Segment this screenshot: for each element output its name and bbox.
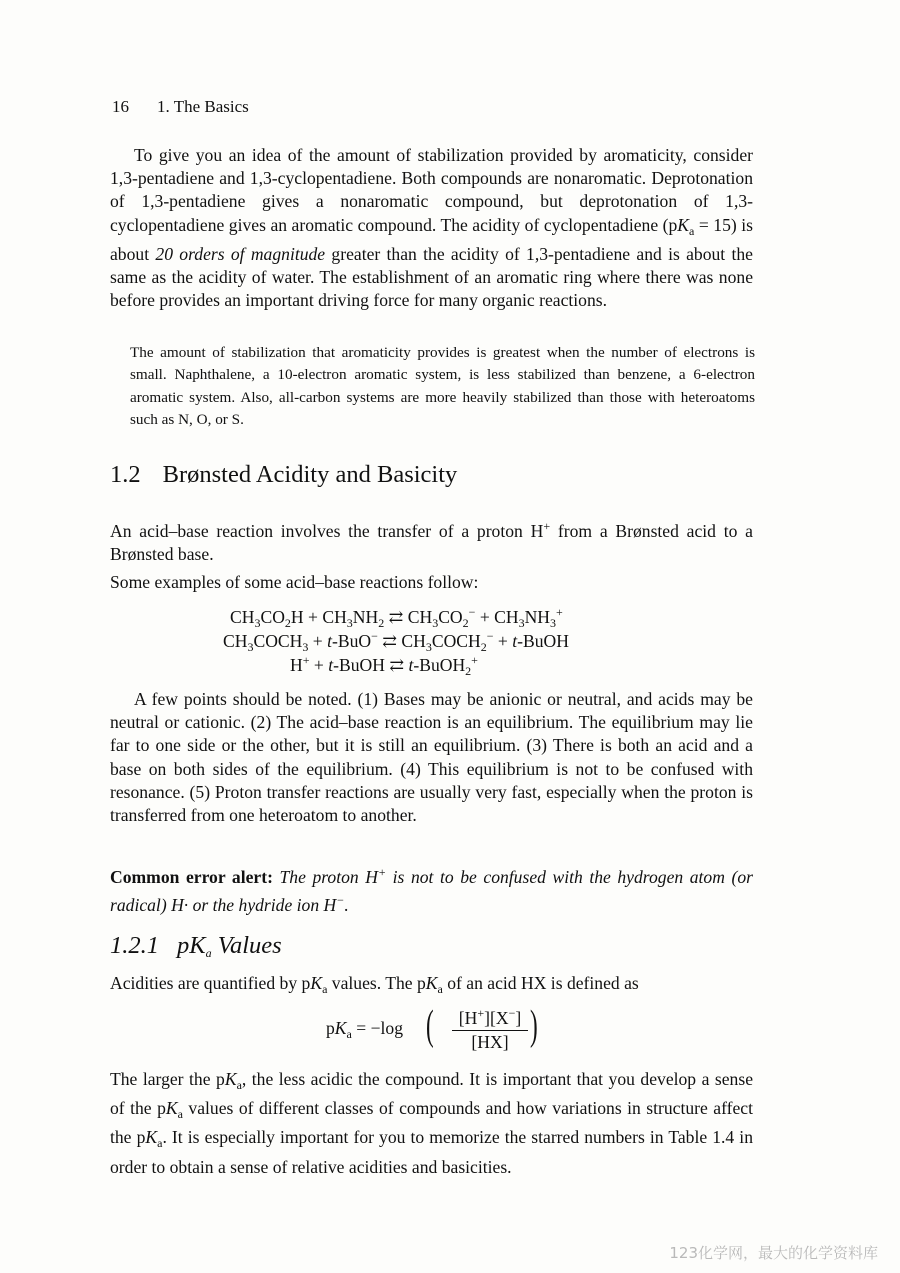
subsection-heading <box>110 932 282 961</box>
equation-2: $CH_3COCH_3 + t-BuO^-$ ⇄ $CH_3COCH_2^-$ + t-BuOH <box>223 629 569 654</box>
page-number: 16 <box>112 97 129 116</box>
pka-intro: Acidities are quantified by $pK_a$ values. The $pK_a$ of an acid HX is defined as <box>110 973 639 996</box>
subsection-number: 1.2.1 <box>110 932 159 959</box>
equation-3: H+ + t-BuOH ⇄ t-BuOH$_2$+ <box>290 653 478 678</box>
alert-text: The proton H+ is not to be confused with the hydrogen atom (or radical) H· or the hydride ion H−. <box>110 865 753 916</box>
formula-denominator: [HX] <box>471 1032 509 1052</box>
section-title: Brønsted Acidity and Basicity <box>162 461 458 488</box>
note-paragraph: The amount of stabilization that aromaticity provides is greatest when the number of electrons is small. Naphthalene, a 10-electron aromatic system, is less stabilized than benzene, a 6-electron aromatic system. Also, all-carbon systems are more heavily stabilized than those with heteroatoms such as N, O, or S. <box>130 344 755 428</box>
running-header <box>112 97 249 117</box>
section-number: 1.2 <box>110 461 141 488</box>
examples-intro: Some examples of some acid–base reactions follow: <box>110 572 479 592</box>
closing-paragraph: The larger the $pK_a$, the less acidic the compound. It is important that you develop a sense of the $pK_a$ values of different classes of compounds and how variations in structure affect the $pK_a$. It is especially important for you to memorize the starred numbers in Table 1.4 in order to obtain a sense of relative acidities and basicities. <box>110 1069 754 1177</box>
equation-1: $CH_3CO_2H + CH_3NH_2$ ⇄ $CH_3CO_2^- + CH_3NH_3^+$ <box>230 605 563 630</box>
watermark: 123化学网，最大的化学资料库 <box>669 1244 878 1262</box>
left-paren: ( <box>426 1003 434 1049</box>
alert-label: Common error alert: <box>110 867 273 887</box>
formula-lhs: $pK_a = -\log$ <box>326 1018 403 1041</box>
formula-numerator: [H+][X−] <box>458 1006 522 1028</box>
section-heading <box>110 461 457 489</box>
subsection-title: $pK_a$ Values <box>177 932 282 960</box>
intro-paragraph: To give you an idea of the amount of stabilization provided by aromaticity, consider 1,3-pentadiene and 1,3-cyclopentadiene. Both compounds are nonaromatic. Deprotonation of 1,3-pentadiene gives a nonaromatic compound, but deprotonation of 1,3-cyclopentadiene gives an aromatic compound. The acidity of cyclopentadiene $(pK_a = 15)$ is about 20 orders of magnitude greater than the acidity of 1,3-pentadiene and is about the same as the acidity of water. The establishment of an aromatic ring where there was none before provides an important driving force for many organic reactions. <box>110 145 753 311</box>
definition-paragraph: An acid–base reaction involves the transfer of a proton H+ from a Brønsted acid to a Brønsted base. <box>110 519 753 565</box>
points-paragraph: A few points should be noted. (1) Bases may be anionic or neutral, and acids may be neutral or cationic. (2) The acid–base reaction is an equilibrium. The equilibrium may lie far to one side or the other, but it is still an equilibrium. (3) There is both an acid and a base on both sides of the equilibrium. (4) This equilibrium is not to be confused with resonance. (5) Proton transfer reactions are usually very fast, especially when the proton is transferred from one heteroatom to another. <box>110 689 753 826</box>
right-paren: ) <box>530 1003 538 1049</box>
fraction-bar <box>452 1030 528 1031</box>
error-alert <box>110 861 753 917</box>
running-title: 1. The Basics <box>157 97 249 116</box>
